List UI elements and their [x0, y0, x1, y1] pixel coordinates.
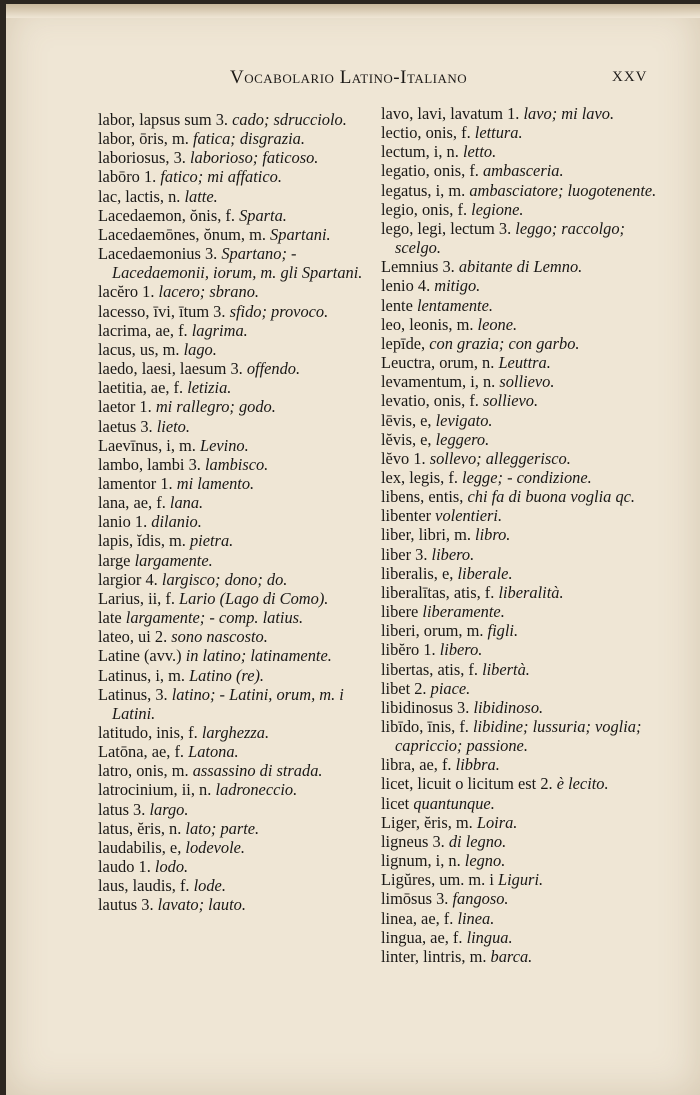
entry-definition: offendo. — [246, 359, 301, 379]
entry-headword: lavo, lavi, lavatum 1. — [381, 104, 524, 123]
entry-headword: libenter — [381, 506, 436, 526]
dictionary-entry — [98, 340, 384, 359]
entry-definition: Spartano; - Lacedaemonii, iorum, m. gli Spartani. — [112, 244, 363, 283]
entry-definition: sollevo; alleggerisco. — [429, 448, 571, 468]
entry-headword: lana, ae, f. — [98, 493, 170, 513]
entry-definition: libbra. — [455, 755, 500, 775]
entry-definition: in latino; latinamente. — [185, 646, 332, 666]
dictionary-entry — [98, 187, 384, 206]
entry-headword: libertas, atis, f. — [381, 659, 483, 679]
dictionary-entry — [381, 449, 671, 468]
dictionary-entry — [98, 646, 384, 665]
entry-definition: legione. — [471, 199, 524, 219]
entry-headword: lautus 3. — [98, 895, 158, 915]
entry-headword: lac, lactis, n. — [98, 186, 185, 206]
entry-headword: lente — [381, 295, 417, 315]
entry-definition: liberamente. — [422, 602, 505, 622]
entry-definition: Latino (re). — [189, 665, 265, 685]
dictionary-entry — [98, 397, 384, 416]
entry-headword: liber, libri, m. — [381, 525, 476, 545]
entry-definition: volentieri. — [435, 506, 503, 526]
entry-headword: lateo, ui 2. — [98, 627, 172, 647]
entry-definition: assassino di strada. — [192, 761, 323, 781]
dictionary-entry — [381, 909, 671, 928]
entry-definition: liberale. — [457, 563, 513, 583]
entry-headword: laetus 3. — [98, 416, 157, 436]
entry-definition: chi fa di buona voglia qc. — [467, 487, 636, 507]
entry-headword: Lacedaemōnes, ŏnum, m. — [98, 224, 271, 244]
dictionary-entry — [381, 928, 671, 947]
entry-headword: labōro 1. — [98, 167, 161, 187]
dictionary-entry — [381, 181, 671, 200]
dictionary-entry — [381, 487, 671, 506]
dictionary-entry — [381, 296, 671, 315]
dictionary-entry — [381, 525, 671, 544]
entry-headword: laedo, laesi, laesum 3. — [98, 359, 247, 379]
entry-headword: lēvis, e, — [381, 410, 436, 430]
dictionary-entry — [381, 640, 671, 659]
entry-headword: laetitia, ae, f. — [98, 378, 188, 398]
entry-headword: limōsus 3. — [381, 889, 453, 909]
entry-definition: libidinoso. — [473, 697, 544, 717]
dictionary-entry — [98, 455, 384, 474]
dictionary-entry — [98, 417, 384, 436]
dictionary-entry — [98, 895, 384, 914]
entry-definition: fatica; disgrazia. — [192, 129, 305, 149]
dictionary-entry — [98, 129, 384, 148]
page-number: XXV — [612, 69, 648, 85]
entry-headword: late — [98, 608, 126, 628]
entry-definition: barca. — [490, 946, 533, 966]
entry-definition: liberalità. — [498, 582, 564, 602]
entry-headword: legio, onis, f. — [381, 199, 472, 219]
dictionary-entry — [98, 302, 384, 321]
dictionary-entry — [98, 436, 384, 455]
entry-definition: leone. — [477, 314, 518, 334]
entry-headword: latitudo, inis, f. — [98, 723, 202, 742]
dictionary-entry — [381, 889, 671, 908]
entry-headword: lignum, i, n. — [381, 851, 465, 871]
entry-definition: lodo. — [154, 857, 189, 877]
entry-headword: lectum, i, n. — [381, 142, 463, 162]
dictionary-entry — [98, 244, 384, 282]
entry-headword: latus, ĕris, n. — [98, 818, 186, 838]
entry-definition: cado; sdrucciolo. — [232, 110, 347, 129]
entry-definition: lato; parte. — [185, 818, 260, 838]
entry-definition: lingua. — [466, 927, 513, 947]
entry-definition: lavato; lauto. — [157, 895, 246, 915]
entry-definition: piace. — [430, 678, 471, 698]
entry-headword: Lemnius 3. — [381, 257, 459, 277]
dictionary-entry — [381, 200, 671, 219]
entry-headword: Lacedaemonius 3. — [98, 244, 222, 264]
entry-definition: libertà. — [482, 659, 530, 679]
entry-definition: letizia. — [187, 378, 232, 398]
entry-headword: linter, lintris, m. — [381, 946, 491, 966]
entry-definition: legno. — [464, 851, 506, 871]
dictionary-entry — [98, 282, 384, 301]
entry-definition: Liguri. — [498, 870, 544, 890]
dictionary-entry — [381, 774, 671, 793]
entry-headword: Larius, ii, f. — [98, 588, 180, 608]
dictionary-entry — [98, 225, 384, 244]
entry-definition: largo. — [149, 799, 189, 819]
entry-definition: ladroneccio. — [215, 780, 298, 800]
entry-headword: liberi, orum, m. — [381, 621, 488, 641]
entry-definition: dilanio. — [151, 512, 202, 532]
dictionary-entry — [381, 698, 671, 717]
running-title: Vocabolario Latino-Italiano — [230, 67, 468, 88]
dictionary-entry — [98, 780, 384, 799]
dictionary-entry — [98, 359, 384, 378]
dictionary-entry — [381, 794, 671, 813]
dictionary-entry — [98, 666, 384, 685]
entry-definition: Latona. — [188, 742, 239, 762]
dictionary-entry — [381, 142, 671, 161]
dictionary-entry — [381, 717, 671, 755]
dictionary-entry — [381, 334, 671, 353]
dictionary-entry — [381, 430, 671, 449]
entry-headword: lapis, ĭdis, m. — [98, 531, 190, 551]
right-column — [381, 104, 671, 966]
entry-definition: lettura. — [474, 123, 523, 143]
entry-headword: labor, ōris, m. — [98, 129, 193, 149]
entry-definition: latino; - Latini, orum, m. i Latini. — [112, 684, 344, 723]
dictionary-entry — [381, 947, 671, 966]
dictionary-entry — [381, 353, 671, 372]
entry-headword: Latinus, i, m. — [98, 665, 190, 685]
entry-headword: Liger, ĕris, m. — [381, 812, 477, 832]
entry-headword: lectio, onis, f. — [381, 123, 475, 143]
entry-definition: levigato. — [435, 410, 493, 430]
entry-definition: ambasciatore; luogotenente. — [469, 180, 657, 200]
entry-definition: letto. — [462, 142, 497, 162]
dictionary-entry — [98, 819, 384, 838]
entry-headword: lambo, lambi 3. — [98, 454, 205, 474]
dictionary-entry — [98, 321, 384, 340]
entry-definition: Levino. — [199, 435, 249, 455]
dictionary-entry — [381, 468, 671, 487]
entry-definition: mitigo. — [434, 276, 481, 296]
entry-headword: libet 2. — [381, 678, 431, 698]
entry-definition: libero. — [439, 640, 483, 660]
entry-headword: lacesso, īvi, ītum 3. — [98, 301, 230, 321]
entry-definition: legge; - condizione. — [462, 467, 592, 487]
dictionary-entry — [98, 206, 384, 225]
dictionary-entry — [381, 870, 671, 889]
dictionary-entry — [98, 474, 384, 493]
entry-headword: libra, ae, f. — [381, 755, 456, 775]
entry-headword: laudo 1. — [98, 857, 155, 877]
entry-definition: lieto. — [156, 416, 190, 436]
entry-headword: legatio, onis, f. — [381, 161, 483, 181]
entry-definition: laborioso; faticoso. — [189, 148, 319, 168]
dictionary-entry — [98, 551, 384, 570]
dictionary-entry — [98, 800, 384, 819]
entry-headword: lacus, us, m. — [98, 339, 184, 359]
entry-headword: levatio, onis, f. — [381, 391, 483, 411]
entry-definition: abitante di Lemno. — [458, 257, 583, 277]
entry-definition: di legno. — [448, 831, 507, 851]
dictionary-entry — [98, 608, 384, 627]
dictionary-entry — [381, 545, 671, 564]
dictionary-entry — [98, 838, 384, 857]
dictionary-entry — [381, 123, 671, 142]
entry-headword: laboriosus, 3. — [98, 148, 190, 168]
entry-headword: large — [98, 550, 135, 570]
dictionary-entry — [381, 506, 671, 525]
entry-definition: fatico; mi affatico. — [160, 167, 282, 187]
entry-definition: lavo; mi lavo. — [523, 104, 615, 123]
entry-definition: Lario (Lago di Como). — [179, 588, 329, 608]
entry-definition: sollievo. — [482, 391, 539, 411]
entry-definition: mi lamento. — [176, 473, 255, 493]
entry-definition: lago. — [183, 339, 217, 359]
dictionary-entry — [98, 761, 384, 780]
dictionary-entry — [381, 832, 671, 851]
entry-headword: Latōna, ae, f. — [98, 742, 189, 762]
entry-definition: è lecito. — [556, 774, 609, 794]
entry-headword: Lacedaemon, ŏnis, f. — [98, 205, 240, 225]
entry-definition: Sparta. — [239, 205, 287, 225]
entry-headword: liberalis, e, — [381, 563, 458, 583]
entry-headword: libens, entis, — [381, 487, 468, 507]
entry-definition: pietra. — [189, 531, 234, 551]
entry-headword: libīdo, īnis, f. — [381, 717, 473, 736]
dictionary-entry — [381, 621, 671, 640]
entry-headword: licet — [381, 793, 414, 813]
entry-definition: sfido; provoco. — [229, 301, 329, 321]
entry-definition: lode. — [193, 876, 226, 896]
entry-definition: linea. — [457, 908, 495, 928]
dictionary-entry — [381, 104, 671, 123]
entry-definition: largamente; - comp. latius. — [125, 608, 304, 628]
dictionary-entry — [98, 378, 384, 397]
entry-headword: levamentum, i, n. — [381, 372, 500, 392]
dictionary-entry — [98, 110, 384, 129]
entry-headword: lepīde, — [381, 333, 430, 353]
entry-definition: largamente. — [134, 550, 213, 570]
dictionary-entry — [98, 148, 384, 167]
dictionary-entry — [381, 161, 671, 180]
dictionary-entry — [98, 723, 384, 742]
entry-definition: quantunque. — [413, 793, 495, 813]
entry-headword: lenio 4. — [381, 276, 435, 296]
entry-headword: Laevīnus, i, m. — [98, 435, 200, 455]
dictionary-entry — [381, 602, 671, 621]
dictionary-entry — [381, 813, 671, 832]
entry-definition: leggero. — [435, 429, 490, 449]
dictionary-entry — [381, 755, 671, 774]
dictionary-entry — [98, 876, 384, 895]
dictionary-entry — [98, 589, 384, 608]
dictionary-entry — [98, 167, 384, 186]
entry-headword: linea, ae, f. — [381, 908, 458, 928]
dictionary-entry — [98, 512, 384, 531]
dictionary-entry — [98, 742, 384, 761]
entry-headword: Ligŭres, um. m. i — [381, 870, 498, 890]
entry-definition: libro. — [475, 525, 511, 545]
entry-headword: lĕvis, e, — [381, 429, 436, 449]
entry-definition: lacero; sbrano. — [158, 282, 259, 302]
dictionary-entry — [98, 627, 384, 646]
entry-headword: legatus, i, m. — [381, 180, 470, 200]
dictionary-entry — [381, 660, 671, 679]
dictionary-entry — [381, 257, 671, 276]
dictionary-entry — [381, 315, 671, 334]
entry-definition: lambisco. — [204, 454, 269, 474]
entry-definition: larghezza. — [201, 723, 270, 742]
entry-headword: libidinosus 3. — [381, 697, 474, 717]
dictionary-entry — [381, 276, 671, 295]
dictionary-entry — [381, 679, 671, 698]
entry-headword: labor, lapsus sum 3. — [98, 110, 233, 129]
entry-headword: laetor 1. — [98, 397, 156, 417]
entry-definition: lentamente. — [416, 295, 493, 315]
dictionary-entry — [381, 372, 671, 391]
entry-headword: liberalītas, atis, f. — [381, 582, 499, 602]
entry-headword: latrocinium, ii, n. — [98, 780, 216, 800]
entry-definition: ambasceria. — [482, 161, 564, 181]
entry-headword: liber 3. — [381, 544, 432, 564]
entry-headword: lamentor 1. — [98, 473, 177, 493]
entry-headword: lingua, ae, f. — [381, 927, 467, 947]
entry-definition: sollievo. — [499, 372, 555, 392]
entry-definition: con grazia; con garbo. — [429, 333, 580, 353]
entry-definition: Loira. — [476, 812, 518, 832]
entry-definition: lodevole. — [185, 837, 246, 857]
dictionary-entry — [381, 851, 671, 870]
entry-definition: Leuttra. — [498, 353, 551, 373]
entry-headword: lanio 1. — [98, 512, 152, 532]
entry-headword: largior 4. — [98, 569, 162, 589]
entry-definition: libidine; lussuria; voglia; capriccio; passione. — [395, 717, 642, 756]
entry-headword: Leuctra, orum, n. — [381, 353, 499, 373]
dictionary-entry — [381, 583, 671, 602]
entry-definition: lana. — [169, 493, 204, 513]
entry-headword: lex, legis, f. — [381, 467, 463, 487]
entry-headword: licet, licuit o licitum est 2. — [381, 774, 557, 794]
entry-headword: laus, laudis, f. — [98, 876, 194, 896]
entry-headword: leo, leonis, m. — [381, 314, 478, 334]
entry-definition: leggo; raccolgo; scelgo. — [395, 218, 625, 258]
dictionary-entry — [381, 391, 671, 410]
entry-definition: lagrima. — [191, 320, 248, 340]
dictionary-entry — [98, 570, 384, 589]
entry-headword: lego, legi, lectum 3. — [381, 218, 516, 238]
dictionary-entry — [98, 685, 384, 723]
entry-definition: latte. — [184, 186, 218, 206]
dictionary-entry — [381, 219, 671, 257]
entry-definition: sono nascosto. — [171, 627, 268, 647]
entry-definition: libero. — [431, 544, 475, 564]
entry-headword: latus 3. — [98, 799, 150, 819]
entry-headword: lĕvo 1. — [381, 448, 430, 468]
entry-headword: laudabilis, e, — [98, 837, 186, 857]
dictionary-entry — [98, 493, 384, 512]
entry-definition: largisco; dono; do. — [161, 569, 288, 589]
entry-headword: lacĕro 1. — [98, 282, 159, 302]
page-header — [6, 67, 700, 93]
left-column — [98, 110, 384, 915]
entry-headword: libĕro 1. — [381, 640, 440, 660]
entry-definition: mi rallegro; godo. — [155, 397, 276, 417]
entry-headword: Latine (avv.) — [98, 646, 186, 666]
entry-definition: fangoso. — [452, 889, 509, 909]
dictionary-entry — [98, 857, 384, 876]
dictionary-entry — [381, 411, 671, 430]
entry-headword: ligneus 3. — [381, 831, 449, 851]
dictionary-entry — [98, 531, 384, 550]
entry-headword: Latinus, 3. — [98, 684, 172, 704]
entry-headword: latro, onis, m. — [98, 761, 193, 781]
entry-headword: libere — [381, 602, 423, 622]
entry-headword: lacrima, ae, f. — [98, 320, 192, 340]
dictionary-entry — [381, 564, 671, 583]
entry-definition: figli. — [487, 621, 519, 641]
entry-definition: Spartani. — [270, 224, 331, 244]
